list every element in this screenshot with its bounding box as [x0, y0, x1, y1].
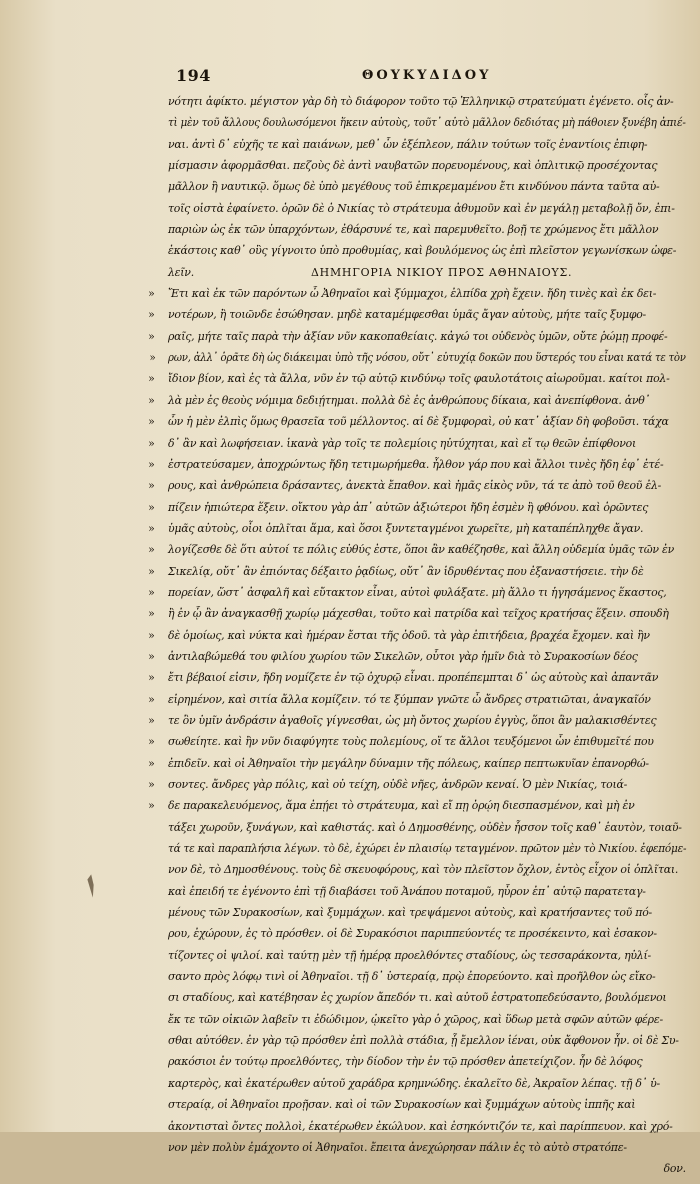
text-line [168, 244, 686, 265]
quotation-mark: » [148, 756, 155, 770]
line-text: ραῖς, μήτε ταῖς παρὰ τὴν ἀξίαν νῦν κακοπαθείαις. κἀγώ τοι οὐδενὸς ὑμῶν, οὔτε ῥώμῃ προφέ- [168, 329, 668, 343]
text-line [148, 308, 686, 329]
line-text: σωθείητε. καὶ ἢν νῦν διαφύγητε τοὺς πολεμίους, οἵ τε ἄλλοι τευξόμενοι ὧν ἐπιθυμεῖτέ που [168, 735, 654, 749]
quotation-mark: » [148, 564, 155, 578]
line-text: τοῖς οἰστὰ ἐφαίνετο. ὁρῶν δὲ ὁ Νικίας τὸ στράτευμα ἀθυμοῦν καὶ ἐν μεγάλῃ μεταβολῇ ὄν, ἐπι- [168, 201, 675, 215]
quotation-mark: » [148, 735, 155, 749]
ink-stain [79, 872, 106, 901]
quotation-mark: » [148, 671, 155, 685]
line-text: τε ὂν ὑμῖν ἀνδράσιν ἀγαθοῖς γίγνεσθαι, ὡς μὴ ὄντος χωρίου ἐγγὺς, ὅποι ἂν μαλακισθέντες [168, 713, 657, 727]
text-line [148, 479, 686, 500]
quotation-mark: » [148, 308, 155, 322]
line-text: δὲ ὁμοίως, καὶ νύκτα καὶ ἡμέραν ἔσται τῆς ὁδοῦ. τὰ γὰρ ἐπιτήδεια, βραχέα ἔχομεν. καὶ ἢν [168, 628, 650, 642]
line-text: σθαι αὐτόθεν. ἐν γὰρ τῷ πρόσθεν ἐπὶ πολλὰ στάδια, ᾗ ἔμελλον ἰέναι, οὐκ ἄφθονον ἦν. οἱ δὲ Συ- [168, 1034, 679, 1048]
line-text: παριὼν ὡς ἐκ τῶν ὑπαρχόντων, ἐθάρσυνέ τε, καὶ παρεμυθεῖτο. βοῇ τε χρώμενος ἔτι μᾶλλον [168, 223, 659, 237]
quotation-mark: » [148, 713, 155, 727]
text-line [149, 351, 686, 372]
line-text: ἀκοντισταὶ ὄντες πολλοὶ, ἑκατέρωθεν ἐκώλυον. καὶ ἐσηκόντιζόν τε, καὶ παρίππευον. καὶ χρό- [168, 1119, 673, 1133]
text-line [148, 564, 686, 586]
quotation-mark: » [148, 329, 155, 343]
line-text: σοντες. ἄνδρες γὰρ πόλις, καὶ οὐ τείχη, οὐδὲ νῆες, ἀνδρῶν κεναί. Ὁ μὲν Νικίας, τοιά- [168, 778, 628, 791]
text-line [148, 543, 686, 564]
text-line [148, 393, 686, 415]
line-text: καὶ ἐπειδή τε ἐγένοντο ἐπὶ τῇ διαβάσει τοῦ Ἀνάπου ποταμοῦ, ηὗρον ἐπ᾽ αὐτῷ παρατεταγ- [168, 884, 646, 898]
line-text: σαντο πρὸς λόφῳ τινὶ οἱ Ἀθηναῖοι. τῇ δ᾽ ὑστεραίᾳ, πρῲ ἐπορεύοντο. καὶ προῆλθον ὡς εἴκο- [168, 970, 656, 984]
quotation-mark: » [148, 479, 155, 493]
line-text: λογίζεσθε δὲ ὅτι αὐτοί τε πόλις εὐθύς ἐστε, ὅποι ἂν καθέζησθε, καὶ ἄλλη οὐδεμία ὑμᾶς τῶν ἐν [168, 543, 674, 557]
line-text: δον. [663, 1162, 686, 1176]
line-text: ἔκ τε τῶν οἰκιῶν λαβεῖν τι ἐδώδιμον, ᾠκεῖτο γὰρ ὁ χῶρος, καὶ ὕδωρ μετὰ σφῶν αὐτῶν φέρε- [168, 1012, 663, 1026]
text-line [168, 223, 686, 244]
line-text: νοτέρων, ἢ τοιῶνδε ἐσώθησαν. μηδὲ καταμέμφεσθαι ὑμᾶς ἄγαν αὐτοὺς, μήτε ταῖς ξυμφο- [168, 308, 647, 322]
quotation-mark: » [148, 521, 155, 535]
line-text: μᾶλλον ἢ ναυτικῷ. ὅμως δὲ ὑπὸ μεγέθους τοῦ ἐπικρεμαμένου ἔτι κινδύνου πάντα ταῦτα αὐ- [168, 180, 660, 194]
line-text: στεραίᾳ, οἱ Ἀθηναῖοι προῇσαν. καὶ οἱ τῶν Συρακοσίων καὶ ξυμμάχων αὐτοὺς ἱππῆς καὶ [168, 1098, 636, 1112]
text-line [168, 180, 686, 201]
line-text: τὶ μὲν τοῦ ἄλλους δουλωσόμενοι ἥκειν αὐτοὺς, τοῦτ᾽ αὐτὸ μᾶλλον δεδιότας μὴ πάθοιεν ξυνέβη ἀπιέ- [168, 116, 686, 130]
text-line [168, 116, 686, 137]
text-line [148, 607, 686, 628]
text-line [148, 756, 686, 778]
text-line [168, 927, 686, 948]
text-line [168, 266, 686, 287]
text-line [168, 159, 686, 180]
line-text: ἢ ἐν ᾧ ἂν ἀναγκασθῇ χωρίῳ μάχεσθαι, τοῦτο καὶ πατρίδα καὶ τεῖχος κρατήσας ἕξειν. σπουδὴ [168, 607, 669, 621]
line-text: λεῖν. [168, 265, 194, 279]
line-text: τίζοντες οἱ ψιλοί. καὶ ταύτῃ μὲν τῇ ἡμέρᾳ προελθόντες σταδίους, ὡς τεσσαράκοντα, ηὐλί- [168, 948, 651, 962]
text-line [168, 906, 686, 927]
line-text: ὑμᾶς αὐτοὺς, οἷοι ὁπλῖται ἅμα, καὶ ὅσοι ξυντεταγμένοι χωρεῖτε, μὴ καταπέπληχθε ἄγαν. [168, 521, 644, 535]
body-text [148, 95, 690, 1184]
line-text: καρτερὸς, καὶ ἑκατέρωθεν αὐτοῦ χαράδρα κρημνώδης. ἐκαλεῖτο δὲ, Ἀκραῖον λέπας. τῇ δ᾽ ὑ- [168, 1076, 660, 1090]
line-text: ἀντιλαβώμεθά του φιλίου χωρίου τῶν Σικελῶν, οὗτοι γὰρ ἡμῖν διὰ τὸ Συρακοσίων δέος [168, 649, 638, 663]
text-line [148, 778, 686, 799]
quotation-mark: » [148, 628, 155, 642]
quotation-mark: » [148, 543, 155, 557]
text-line [148, 457, 686, 479]
page-header [176, 66, 688, 88]
line-text: πίζειν ἠπιώτερα ἕξειν. οἴκτου γὰρ ἀπ᾽ αὐτῶν ἀξιώτεροι ἤδη ἐσμὲν ἢ φθόνου. καὶ ὁρῶντες [168, 500, 649, 514]
quotation-mark: » [149, 351, 156, 365]
quotation-mark: » [148, 585, 155, 599]
line-text: ρου, ἐχώρουν, ἐς τὸ πρόσθεν. οἱ δὲ Συρακόσιοι παριππεύοντές τε προσέκειντο, καὶ ἐσακον- [168, 927, 657, 941]
line-text: λὰ μὲν ἐς θεοὺς νόμιμα δεδιῄτημαι. πολλὰ δὲ ἐς ἀνθρώπους δίκαια, καὶ ἀνεπίφθονα. ἀνθ᾽ [168, 393, 650, 407]
line-text: Σικελίᾳ, οὔτ᾽ ἂν ἐπιόντας δέξαιτο ῥᾳδίως, οὔτ᾽ ἂν ἱδρυθέντας που ἐξαναστήσειε. τὴν δὲ [168, 564, 644, 578]
text-line [168, 138, 686, 159]
text-line [168, 949, 686, 970]
running-title: ΘΟΥΚΥΔΙΔΟΥ [362, 68, 492, 83]
line-text: ναι. ἀντὶ δ᾽ εὐχῆς τε καὶ παιάνων, μεθ᾽ ὧν ἐξέπλεον, πάλιν τούτων τοῖς ἐναντίοις ἐπιφη- [168, 137, 648, 151]
line-text: ὧν ἡ μὲν ἐλπὶς ὅμως θρασεῖα τοῦ μέλλοντος. αἱ δὲ ξυμφοραὶ, οὐ κατ᾽ ἀξίαν δὴ φοβοῦσι. τάχα [168, 415, 669, 429]
line-text: εἰρημένον, καὶ σιτία ἄλλα κομίζειν. τό τε ξύμπαν γνῶτε ὦ ἄνδρες στρατιῶται, ἀναγκαῖόν [168, 692, 651, 706]
text-line [168, 863, 686, 884]
text-line [148, 372, 686, 393]
quotation-mark: » [148, 436, 155, 450]
line-text: ἑκάστοις καθ᾽ οὓς γίγνοιτο ὑπὸ προθυμίας, καὶ βουλόμενος ὡς ἐπὶ πλεῖστον γεγωνίσκων ὠφε- [168, 244, 677, 258]
text-line [148, 649, 686, 671]
text-line [168, 1098, 686, 1119]
text-line [168, 1077, 686, 1098]
text-line [168, 885, 686, 906]
line-text: νον μὲν πολὺν ἐμάχοντο οἱ Ἀθηναῖοι. ἔπειτα ἀνεχώρησαν πάλιν ἐς τὸ αὐτὸ στρατόπε- [168, 1140, 627, 1154]
line-text: ἐστρατεύσαμεν, ἀποχρώντως ἤδη τετιμωρήμεθα. ἦλθον γάρ που καὶ ἄλλοι τινὲς ἤδη ἐφ᾽ ἑτέ- [168, 457, 664, 471]
line-text: μίσμασιν ἀφορμᾶσθαι. πεζοὺς δὲ ἀντὶ ναυβατῶν πορευομένους, καὶ ὁπλιτικῷ προσέχοντας [168, 159, 658, 173]
text-line [148, 628, 686, 650]
text-line [168, 1034, 686, 1055]
quotation-mark: » [148, 457, 155, 471]
text-line [148, 735, 686, 756]
text-line [168, 1141, 686, 1162]
line-text: νότητι ἀφίκτο. μέγιστον γὰρ δὴ τὸ διάφορον τοῦτο τῷ Ἑλληνικῷ στρατεύματι ἐγένετο. οἷς ἀν- [168, 95, 674, 108]
line-text: ἐπιδεῖν. καὶ οἱ Ἀθηναῖοι τὴν μεγάλην δύναμιν τῆς πόλεως, καίπερ πεπτωκυῖαν ἐπανορθώ- [168, 756, 649, 770]
text-line [148, 521, 686, 543]
speech-heading: ΔΗΜΗΓΟΡΙΑ ΝΙΚΙΟΥ ΠΡΟΣ ΑΘΗΝΑΙΟΥΣ. [310, 265, 573, 279]
quotation-mark: » [148, 500, 155, 514]
text-line [168, 1120, 686, 1141]
text-line [168, 991, 686, 1012]
line-text: ρακόσιοι ἐν τούτῳ προελθόντες, τὴν δίοδον τὴν ἐν τῷ πρόσθεν ἀπετείχιζον. ἦν δὲ λόφος [168, 1055, 643, 1069]
text-line [168, 821, 686, 842]
line-text: ρους, καὶ ἀνθρώπεια δράσαντες, ἀνεκτὰ ἔπαθον. καὶ ἡμᾶς εἰκὸς νῦν, τά τε ἀπὸ τοῦ θεοῦ ἐλ- [168, 479, 662, 493]
line-text: πορείαν, ὥστ᾽ ἀσφαλῆ καὶ εὔτακτον εἶναι, αὐτοὶ φυλάξατε. μὴ ἄλλο τι ἡγησάμενος ἕκαστος, [168, 585, 667, 599]
text-line [148, 287, 686, 308]
text-line [168, 842, 686, 863]
line-text: ρων, ἀλλ᾽ ὁρᾶτε δὴ ὡς διάκειμαι ὑπὸ τῆς νόσου, οὔτ᾽ εὐτυχίᾳ δοκῶν που ὕστερός του εἶναι κατά τε τὸν [168, 351, 686, 365]
text-line [148, 692, 686, 714]
quotation-mark: » [148, 692, 155, 706]
line-text: ἔτι βέβαιοί εἰσιν, ἤδη νομίζετε ἐν τῷ ὀχυρῷ εἶναι. προπέπεμπται δ᾽ ὡς αὐτοὺς καὶ ἀπαντᾶν [168, 671, 659, 685]
quotation-mark: » [148, 415, 155, 429]
text-line [168, 1162, 690, 1183]
text-line [168, 95, 686, 116]
quotation-mark: » [148, 649, 155, 663]
quotation-mark: » [148, 778, 155, 791]
text-line [168, 202, 686, 223]
line-text: νον δὲ, τὸ Δημοσθένους. τοὺς δὲ σκευοφόρους, καὶ τὸν πλεῖστον ὄχλον, ἐντὸς εἶχον οἱ ὁπλῖται. [168, 863, 679, 877]
line-text: δε παρακελευόμενος, ἅμα ἐπῄει τὸ στράτευμα, καὶ εἴ πῃ ὁρῴη διεσπασμένον, καὶ μὴ ἐν [168, 799, 635, 813]
line-text: Ἔτι καὶ ἐκ τῶν παρόντων ὦ Ἀθηναῖοι καὶ ξύμμαχοι, ἐλπίδα χρὴ ἔχειν. ἤδη τινὲς καὶ ἐκ δει- [168, 287, 657, 301]
text-line [148, 799, 686, 820]
text-line [148, 329, 686, 351]
text-line [148, 671, 686, 692]
text-line [148, 415, 686, 436]
text-line [148, 713, 686, 735]
quotation-mark: » [148, 799, 155, 813]
text-line [168, 1013, 686, 1034]
quotation-mark: » [148, 372, 155, 386]
line-text: τά τε καὶ παραπλήσια λέγων. τὸ δὲ, ἐχώρει ἐν πλαισίῳ τεταγμένον. πρῶτον μὲν τὸ Νικίου. ἐφεπόμε- [168, 842, 687, 856]
line-text: δ᾽ ἂν καὶ λωφήσειαν. ἱκανὰ γὰρ τοῖς τε πολεμίοις ηὐτύχηται, καὶ εἴ τῳ θεῶν ἐπίφθονοι [168, 436, 636, 450]
quotation-mark: » [148, 607, 155, 621]
line-text: ἴδιον βίον, καὶ ἐς τὰ ἄλλα, νῦν ἐν τῷ αὐτῷ κινδύνῳ τοῖς φαυλοτάτοις αἰωροῦμαι. καίτοι πολ- [168, 372, 670, 386]
text-line [148, 585, 686, 607]
quotation-mark: » [148, 287, 155, 301]
text-line [168, 1055, 686, 1076]
page-number: 194 [176, 66, 211, 85]
line-text: μένους τῶν Συρακοσίων, καὶ ξυμμάχων. καὶ τρεψάμενοι αὐτοὺς, καὶ κρατήσαντες τοῦ πό- [168, 906, 652, 920]
quotation-mark: » [148, 393, 155, 407]
text-line [148, 500, 686, 522]
line-text: τάξει χωροῦν, ξυνάγων, καὶ καθιστάς. καὶ ὁ Δημοσθένης, οὐδὲν ἧσσον τοῖς καθ᾽ ἑαυτὸν, τοιαῦ- [168, 820, 682, 834]
text-line [168, 970, 686, 991]
text-line [148, 436, 686, 458]
line-text: σι σταδίους, καὶ κατέβησαν ἐς χωρίον ἄπεδόν τι. καὶ αὐτοῦ ἐστρατοπεδεύσαντο, βουλόμενοι [168, 991, 667, 1005]
